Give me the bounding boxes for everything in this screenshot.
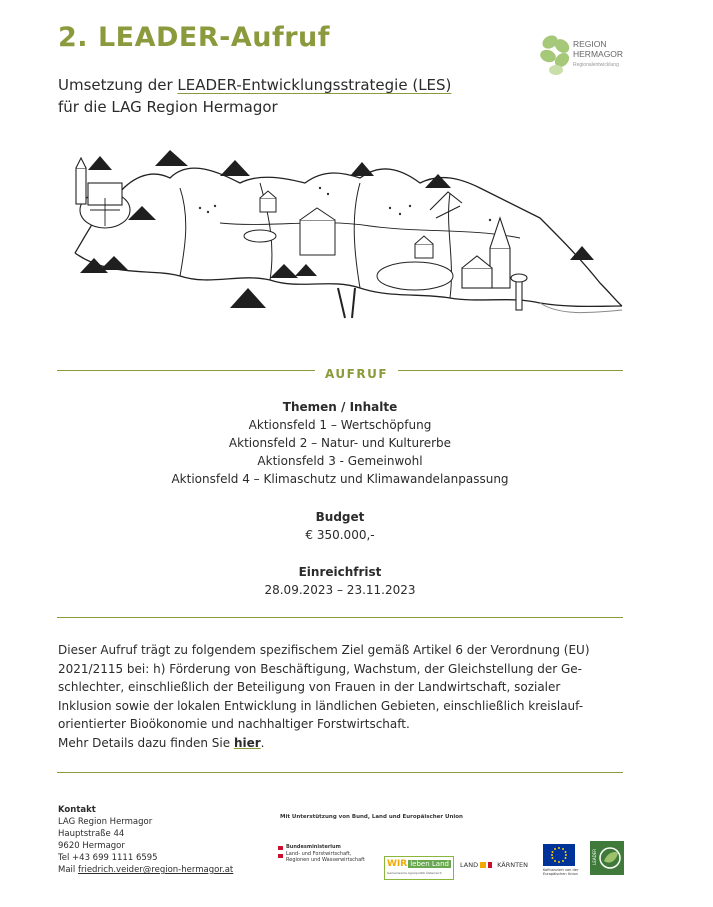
details-line: Mehr Details dazu finden Sie hier.	[58, 735, 265, 750]
region-hermagor-logo	[538, 28, 630, 84]
land-kaernten-logo: LAND KÄRNTEN	[460, 861, 529, 869]
section-divider-bottom	[57, 617, 623, 618]
austria-flag-icon	[278, 846, 283, 858]
deadline-value: 28.09.2023 – 23.11.2023	[264, 583, 416, 597]
budget-value: € 350.000,-	[305, 528, 375, 542]
contact-mail-line: Mail friedrich.veider@region-hermagor.at	[58, 865, 234, 875]
contact-heading: Kontakt	[58, 805, 96, 815]
budget-block	[0, 508, 680, 544]
deadline-block	[0, 563, 680, 599]
leader-logo: LEADER	[590, 841, 624, 875]
leaf-icon	[538, 28, 574, 84]
ministry-logo: Bundesministerium Land- und Forstwirtschaft, Regionen und Wasserwirtschaft	[278, 844, 365, 864]
topics-heading: Themen / Inhalte	[282, 400, 398, 414]
contact-city: 9620 Hermagor	[58, 841, 125, 851]
region-map-illustration	[70, 148, 625, 333]
contact-street: Hauptstraße 44	[58, 829, 125, 839]
section-label: AUFRUF	[0, 363, 713, 382]
les-strategy-link[interactable]: LEADER-Entwicklungsstrategie (LES)	[177, 76, 452, 94]
topics-block	[0, 398, 680, 488]
body-paragraph	[58, 641, 628, 753]
subtitle-prefix: Umsetzung der	[58, 76, 178, 94]
topic-item: Aktionsfeld 1 – Wertschöpfung	[248, 418, 432, 432]
body-line: Dieser Aufruf trägt zu folgendem spezifischem Ziel gemäß Artikel 6 der Verordnung (EU)	[58, 643, 590, 657]
support-text: Mit Unterstützung von Bund, Land und Europäischer Union	[280, 814, 463, 820]
topic-item: Aktionsfeld 4 – Klimaschutz und Klimawandelanpassung	[171, 472, 509, 486]
budget-heading: Budget	[315, 510, 365, 524]
deadline-heading: Einreichfrist	[298, 565, 382, 579]
wir-leben-land-logo: WIR leben Land Gemeinsame Agrarpolitik Österreich	[384, 856, 454, 880]
topic-item: Aktionsfeld 2 – Natur- und Kulturerbe	[228, 436, 452, 450]
contact-phone: Tel +43 699 1111 6595	[58, 853, 158, 863]
details-link[interactable]: hier	[233, 735, 261, 750]
contact-org: LAG Region Hermagor	[58, 817, 153, 827]
contact-mail-link[interactable]: friedrich.veider@region-hermagor.at	[77, 865, 234, 875]
body-line: Inklusion sowie der lokalen Entwicklung in ländlichen Gebieten, einschließlich kreislauf-	[58, 698, 584, 713]
body-line: orientierter Bioökonomie und nachhaltiger Forstwirtschaft.	[58, 717, 410, 732]
topic-item: Aktionsfeld 3 - Gemeinwohl	[257, 454, 423, 468]
contact-block	[58, 804, 233, 876]
body-line: 2021/2115 bei: h) Förderung von Beschäftigung, Wachstum, der Gleichstellung der Ge-	[58, 661, 583, 676]
subtitle-line2: für die LAG Region Hermagor	[58, 98, 278, 116]
eu-logo: Kofinanziert von der Europäischen Union	[543, 844, 579, 876]
page-title: 2. LEADER-Aufruf	[58, 22, 330, 53]
body-line: schlechter, einschließlich der Beteiligung von Frauen in der Landwirtschaft, sozialer	[58, 680, 561, 695]
eu-flag-icon	[543, 844, 575, 866]
kaernten-coat-icon	[480, 862, 486, 868]
body-divider	[57, 772, 623, 773]
logo-text: REGION HERMAGOR Regionalentwicklung	[573, 39, 624, 68]
page-subtitle	[58, 74, 451, 118]
